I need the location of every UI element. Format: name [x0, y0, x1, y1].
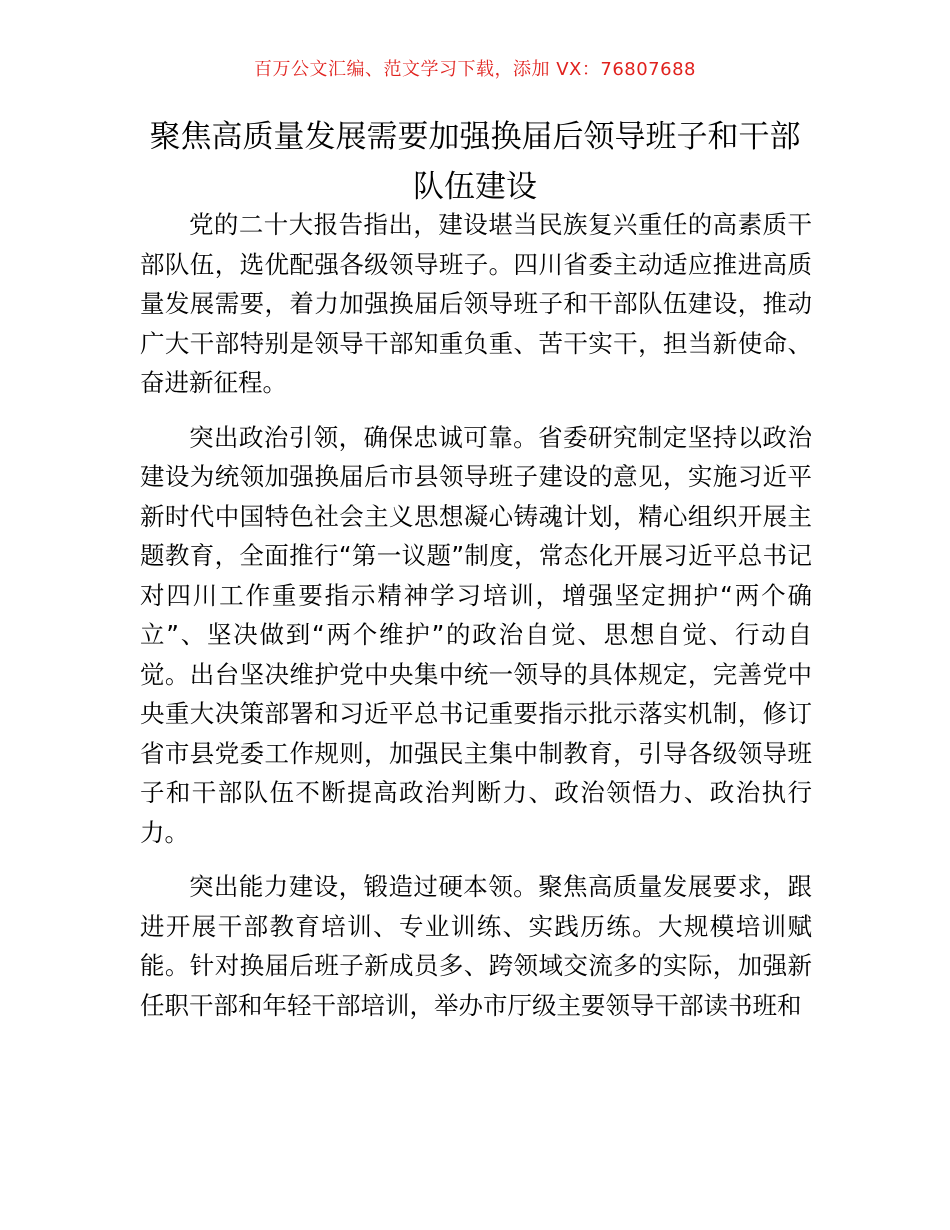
- paragraph-intro: 党的二十大报告指出，建设堪当民族复兴重任的高素质干部队伍，选优配强各级领导班子。四川省委主动适应推进高质量发展需要，着力加强换届后领导班子和干部队伍建设，推动广大干部特别是领导干部知重负重、苦干实干，担当新使命、奋进新征程。: [140, 210, 812, 397]
- document-title: 聚焦高质量发展需要加强换届后领导班子和干部队伍建设: [149, 119, 801, 205]
- document-body: [140, 205, 812, 1040]
- paragraph-political-guidance: 突出政治引领，确保忠诚可靠。省委研究制定坚持以政治建设为统领加强换届后市县领导班子建设的意见，实施习近平新时代中国特色社会主义思想凝心铸魂计划，精心组织开展主题教育，全面推行“第一议题”制度，常态化开展习近平总书记对四川工作重要指示精神学习培训，增强坚定拥护“两个确立”、坚决做到“两个维护”的政治自觉、思想自觉、行动自觉。出台坚决维护党中央集中统一领导的具体规定，完善党中央重大决策部署和习近平总书记重要指示批示落实机制，修订省市县党委工作规则，加强民主集中制教育，引导各级领导班子和干部队伍不断提高政治判断力、政治领悟力、政治执行力。: [140, 422, 812, 847]
- header-watermark: 百万公文汇编、范文学习下载，添加 VX：76807688: [254, 59, 696, 80]
- paragraph-capability-building: 突出能力建设，锻造过硬本领。聚焦高质量发展要求，跟进开展干部教育培训、专业训练、实践历练。大规模培训赋能。针对换届后班子新成员多、跨领域交流多的实际，加强新任职干部和年轻干部培训，举办市厅级主要领导干部读书班和: [140, 872, 812, 1020]
